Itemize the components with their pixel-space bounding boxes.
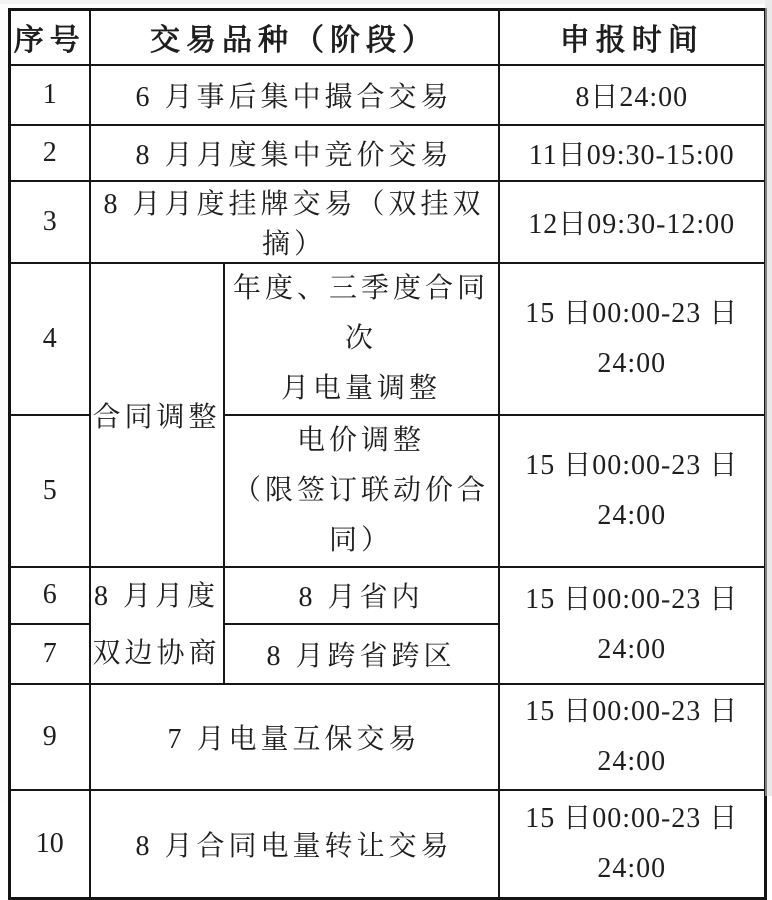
group-bilateral-negotiation bbox=[90, 567, 224, 684]
time-line: 15 日00:00-23 日 bbox=[525, 802, 739, 834]
row-6-7-time bbox=[499, 567, 766, 684]
table-row-9 bbox=[10, 684, 766, 790]
row-6-number: 6 bbox=[10, 567, 90, 624]
row-5-time bbox=[499, 415, 766, 567]
row-6-variety: 8 月省内 bbox=[224, 567, 499, 624]
row-5-number: 5 bbox=[10, 415, 90, 567]
row-3-time: 12日09:30-12:00 bbox=[499, 181, 766, 263]
group-contract-adjust: 合同调整 bbox=[90, 263, 224, 567]
variety-line: 月电量调整 bbox=[280, 372, 441, 404]
row-9-time bbox=[499, 684, 766, 790]
time-line: 15 日00:00-23 日 bbox=[525, 695, 739, 727]
time-line: 24:00 bbox=[597, 499, 667, 531]
header-col-time: 申报时间 bbox=[499, 10, 766, 65]
row-3-variety: 8 月月度挂牌交易（双挂双摘） bbox=[90, 181, 499, 263]
table-row-4 bbox=[10, 263, 766, 415]
row-7-number: 7 bbox=[10, 624, 90, 684]
row-10-variety: 8 月合同电量转让交易 bbox=[90, 790, 499, 899]
trading-schedule-table bbox=[8, 8, 767, 900]
row-9-number: 9 bbox=[10, 684, 90, 790]
row-1-variety: 6 月事后集中撮合交易 bbox=[90, 65, 499, 125]
row-2-variety: 8 月月度集中竞价交易 bbox=[90, 125, 499, 181]
time-line: 24:00 bbox=[597, 347, 667, 379]
row-1-number: 1 bbox=[10, 65, 90, 125]
table-row-1 bbox=[10, 65, 766, 125]
scan-edge-shadow-top bbox=[0, 0, 772, 4]
row-2-number: 2 bbox=[10, 125, 90, 181]
time-line: 15 日00:00-23 日 bbox=[525, 297, 739, 329]
time-line: 24:00 bbox=[597, 852, 667, 884]
time-line: 24:00 bbox=[597, 745, 667, 777]
row-3-number: 3 bbox=[10, 181, 90, 263]
row-4-time bbox=[499, 263, 766, 415]
variety-line: （限签订联动价合同） bbox=[232, 474, 489, 556]
row-4-variety bbox=[224, 263, 499, 415]
row-5-variety bbox=[224, 415, 499, 567]
group-line: 8 月月度 bbox=[93, 581, 219, 612]
row-7-variety: 8 月跨省跨区 bbox=[224, 624, 499, 684]
table-row-2 bbox=[10, 125, 766, 181]
header-row bbox=[10, 10, 766, 65]
table-row-10 bbox=[10, 790, 766, 899]
variety-line: 电价调整 bbox=[296, 424, 425, 456]
row-10-time bbox=[499, 790, 766, 899]
scan-edge-shadow-right bbox=[765, 0, 772, 796]
header-col-variety: 交易品种（阶段） bbox=[90, 10, 499, 65]
row-4-number: 4 bbox=[10, 263, 90, 415]
time-line: 15 日00:00-23 日 bbox=[525, 449, 739, 481]
row-10-number: 10 bbox=[10, 790, 90, 899]
row-2-time: 11日09:30-15:00 bbox=[499, 125, 766, 181]
row-1-time: 8日24:00 bbox=[499, 65, 766, 125]
time-line: 24:00 bbox=[597, 634, 667, 665]
group-line: 双边协商 bbox=[92, 638, 221, 669]
header-col-no: 序号 bbox=[10, 10, 90, 65]
row-9-variety: 7 月电量互保交易 bbox=[90, 684, 499, 790]
variety-line: 年度、三季度合同次 bbox=[232, 272, 489, 354]
table-row-6 bbox=[10, 567, 766, 624]
time-line: 15 日00:00-23 日 bbox=[525, 584, 739, 615]
table-row-3 bbox=[10, 181, 766, 263]
